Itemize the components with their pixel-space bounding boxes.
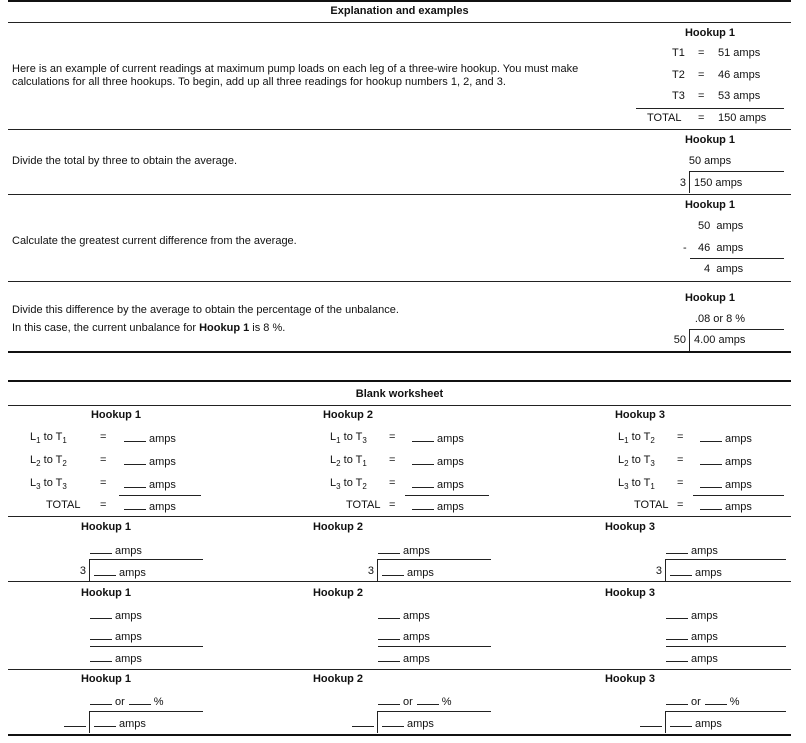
- hookup-1-pct-title: Hookup 1: [80, 673, 132, 685]
- explanation-header: Explanation and examples: [330, 5, 469, 17]
- hookup-3-sum-rule: [693, 495, 784, 496]
- answer-blank[interactable]: [90, 608, 112, 619]
- amps-unit: amps: [695, 718, 722, 730]
- hookup-2-leg-eq: =: [389, 454, 396, 466]
- hookup-3-leg-answer: amps: [700, 454, 752, 468]
- hookup-2-leg-eq: =: [389, 431, 396, 443]
- hookup-3-leg-eq: =: [677, 477, 684, 489]
- hookup-3-pct-dividend: [670, 716, 722, 730]
- amps-unit: amps: [403, 653, 430, 665]
- hookup-1-pct-dividend: [94, 716, 146, 730]
- step1-t3-eq: =: [698, 90, 705, 102]
- step3-line2: 46 amps: [698, 242, 744, 254]
- step2-dividend: 150 amps: [694, 177, 743, 189]
- hookup-1-sum-rule: [119, 495, 201, 496]
- hookup-1-leg-label: $L_2$ to $T_2$: [30, 454, 67, 468]
- hookup-2-avg-dividend: [382, 565, 434, 579]
- hookup-2-leg-answer: amps: [412, 431, 464, 445]
- step2-divisor: 3: [679, 177, 686, 189]
- answer-blank[interactable]: [666, 608, 688, 619]
- hookup-1-pct-bracket: [89, 711, 90, 733]
- answer-blank[interactable]: [124, 454, 146, 465]
- step4-text-line2: [12, 322, 285, 334]
- hookup-1-total-eq: =: [100, 499, 107, 511]
- hookup-2-diff-line2: [378, 629, 430, 643]
- hookup-2-avg-quotient: [378, 543, 430, 557]
- step1-t2-eq: =: [698, 69, 705, 81]
- hookup-3-total-answer: amps: [700, 499, 752, 513]
- hookup-3-leg-answer: amps: [700, 431, 752, 445]
- hookup-1-diff-rule: [90, 646, 203, 647]
- amps-unit: amps: [407, 718, 434, 730]
- amps-unit: amps: [115, 610, 142, 622]
- hookup-3-pct-quotient: [666, 694, 744, 708]
- amps-unit: amps: [403, 631, 430, 643]
- step1-total-value: 150 amps: [718, 112, 767, 124]
- step1-t2-label: T2: [672, 69, 685, 81]
- hookup-2-diff-result: [378, 651, 430, 665]
- step1-total-eq: =: [698, 112, 705, 124]
- answer-blank[interactable]: [378, 608, 400, 619]
- answer-blank[interactable]: [94, 565, 116, 576]
- hookup-1-leg-answer: amps: [124, 454, 176, 468]
- step4-text-pre: In this case, the current unbalance for: [12, 322, 200, 334]
- step2-quotient: 50 amps: [688, 155, 732, 167]
- amps-unit: amps: [115, 545, 142, 557]
- answer-blank[interactable]: [670, 716, 692, 727]
- hookup-1-total-label: TOTAL: [46, 499, 81, 511]
- hookup-3-pct-rule: [666, 711, 786, 712]
- pct-text: or: [691, 696, 701, 708]
- hookup-1-pct-rule: [90, 711, 203, 712]
- hookup-2-diff-title: Hookup 2: [312, 587, 364, 599]
- step4-text-line1: Divide this difference by the average to obtain the percentage of the unbalance.: [12, 304, 399, 316]
- amps-unit: amps: [691, 653, 718, 665]
- answer-blank[interactable]: [90, 651, 112, 662]
- hookup-1-avg-dividend: [94, 565, 146, 579]
- hookup-2-total-label: TOTAL: [346, 499, 381, 511]
- answer-blank[interactable]: [417, 694, 439, 705]
- hookup-3-diff-rule: [666, 646, 786, 647]
- hookup-2-diff-line1: [378, 608, 430, 622]
- hookup-3-sum-title: Hookup 3: [614, 409, 666, 421]
- hookup-2-pct-dividend: [382, 716, 434, 730]
- hookup-3-total-label: TOTAL: [634, 499, 669, 511]
- step1-text: Here is an example of current readings at maximum pump loads on each leg of a three-wire hookup. You must make calculations for all three hookups. To begin, add up all three readings for hookup numbers 1, 2, and 3.: [12, 63, 579, 88]
- hookup-2-leg-answer: amps: [412, 454, 464, 468]
- hookup-2-sum-title: Hookup 2: [322, 409, 374, 421]
- hookup-1-leg-answer: amps: [124, 431, 176, 445]
- hookup-1-leg-label: $L_1$ to $T_1$: [30, 431, 67, 445]
- amps-unit: amps: [691, 610, 718, 622]
- hookup-3-diff-line2: [666, 629, 718, 643]
- hookup-3-diff-result: [666, 651, 718, 665]
- hookup-2-leg-answer: amps: [412, 477, 464, 491]
- answer-blank[interactable]: [700, 477, 722, 488]
- hookup-1-leg-eq: =: [100, 431, 107, 443]
- step3-hookup-label: Hookup 1: [684, 199, 736, 211]
- answer-blank[interactable]: [90, 543, 112, 554]
- hookup-1-diff-result: [90, 651, 142, 665]
- hookup-3-leg-eq: =: [677, 431, 684, 443]
- pct-text: or: [115, 696, 125, 708]
- hookup-2-total-eq: =: [389, 499, 396, 511]
- answer-blank[interactable]: [90, 694, 112, 705]
- step1-hookup-label: Hookup 1: [684, 27, 736, 39]
- amps-unit: amps: [403, 610, 430, 622]
- hookup-2-sum-rule: [405, 495, 489, 496]
- hookup-1-avg-title: Hookup 1: [80, 521, 132, 533]
- amps-unit: amps: [691, 631, 718, 643]
- hookup-1-diff-line2: [90, 629, 142, 643]
- amps-unit: amps: [115, 631, 142, 643]
- step2-hookup-label: Hookup 1: [684, 134, 736, 146]
- pct-text: or: [403, 696, 413, 708]
- hookup-2-leg-label: $L_2$ to $T_1$: [330, 454, 367, 468]
- answer-blank[interactable]: [382, 716, 404, 727]
- answer-blank[interactable]: [378, 629, 400, 640]
- amps-unit: amps: [691, 545, 718, 557]
- answer-blank[interactable]: [382, 565, 404, 576]
- step4-text-bold: Hookup 1: [199, 322, 250, 334]
- step3-result: 4 amps: [704, 263, 744, 275]
- hookup-1-avg-divisor: 3: [79, 565, 86, 577]
- step4-quotient: .08 or 8 %: [694, 313, 746, 325]
- hookup-2-avg-bracket: [377, 559, 378, 581]
- hookup-1-pct-quotient: [90, 694, 168, 708]
- answer-blank[interactable]: [124, 477, 146, 488]
- answer-blank[interactable]: [129, 694, 151, 705]
- pct-text: %: [441, 696, 452, 708]
- answer-blank[interactable]: [700, 454, 722, 465]
- hookup-2-pct-quotient: [378, 694, 456, 708]
- step4-divisor: 50: [673, 334, 686, 346]
- amps-unit: amps: [695, 567, 722, 579]
- step4-hookup-label: Hookup 1: [684, 292, 736, 304]
- pct-text: %: [729, 696, 740, 708]
- step1-t3-label: T3: [672, 90, 685, 102]
- answer-blank[interactable]: [352, 716, 374, 727]
- step3-minus: -: [683, 242, 687, 254]
- answer-blank[interactable]: [412, 454, 434, 465]
- hookup-2-avg-title: Hookup 2: [312, 521, 364, 533]
- hookup-2-avg-rule: [378, 559, 491, 560]
- hookup-1-diff-title: Hookup 1: [80, 587, 132, 599]
- amps-unit: amps: [407, 567, 434, 579]
- hookup-2-pct-divisor: [352, 716, 377, 730]
- answer-blank[interactable]: [705, 694, 727, 705]
- hookup-1-leg-answer: amps: [124, 477, 176, 491]
- answer-blank[interactable]: [700, 499, 722, 510]
- hookup-1-avg-bracket: [89, 559, 90, 581]
- amps-unit: amps: [403, 545, 430, 557]
- worksheet-header: Blank worksheet: [355, 388, 444, 400]
- answer-blank[interactable]: [666, 629, 688, 640]
- hookup-3-diff-title: Hookup 3: [604, 587, 656, 599]
- answer-blank[interactable]: [666, 543, 688, 554]
- hookup-2-diff-rule: [378, 646, 491, 647]
- amps-unit: amps: [119, 567, 146, 579]
- answer-blank[interactable]: [124, 499, 146, 510]
- step3-line1: 50 amps: [698, 220, 744, 232]
- hookup-3-avg-bracket: [665, 559, 666, 581]
- hookup-3-leg-label: $L_2$ to $T_3$: [618, 454, 655, 468]
- hookup-2-leg-eq: =: [389, 477, 396, 489]
- hookup-3-total-eq: =: [677, 499, 684, 511]
- hookup-2-avg-divisor: 3: [367, 565, 374, 577]
- step1-total-label: TOTAL: [647, 112, 682, 124]
- answer-blank[interactable]: [666, 694, 688, 705]
- hookup-2-leg-label: $L_3$ to $T_2$: [330, 477, 367, 491]
- hookup-1-sum-title: Hookup 1: [90, 409, 142, 421]
- step4-text-post: is 8 %.: [249, 322, 286, 334]
- hookup-3-pct-divisor: [640, 716, 665, 730]
- hookup-3-avg-quotient: [666, 543, 718, 557]
- step1-t1-label: T1: [672, 47, 685, 59]
- answer-blank[interactable]: [378, 651, 400, 662]
- hookup-1-pct-divisor: [64, 716, 89, 730]
- hookup-3-diff-line1: [666, 608, 718, 622]
- step4-dividend: 4.00 amps: [694, 334, 746, 346]
- answer-blank[interactable]: [378, 543, 400, 554]
- answer-blank[interactable]: [124, 431, 146, 442]
- answer-blank[interactable]: [670, 565, 692, 576]
- answer-blank[interactable]: [412, 477, 434, 488]
- hookup-1-leg-label: $L_3$ to $T_3$: [30, 477, 67, 491]
- answer-blank[interactable]: [94, 716, 116, 727]
- amps-unit: amps: [119, 718, 146, 730]
- answer-blank[interactable]: [640, 716, 662, 727]
- hookup-3-pct-title: Hookup 3: [604, 673, 656, 685]
- hookup-1-diff-line1: [90, 608, 142, 622]
- hookup-3-leg-eq: =: [677, 454, 684, 466]
- hookup-2-pct-rule: [378, 711, 491, 712]
- pct-text: %: [153, 696, 164, 708]
- hookup-3-pct-bracket: [665, 711, 666, 733]
- hookup-3-avg-title: Hookup 3: [604, 521, 656, 533]
- step1-t1-value: 51 amps: [718, 47, 761, 59]
- hookup-2-leg-label: $L_1$ to $T_3$: [330, 431, 367, 445]
- hookup-1-total-answer: amps: [124, 499, 176, 513]
- hookup-3-avg-dividend: [670, 565, 722, 579]
- step2-text: Divide the total by three to obtain the average.: [12, 155, 238, 167]
- answer-blank[interactable]: [412, 431, 434, 442]
- step1-t1-eq: =: [698, 47, 705, 59]
- answer-blank[interactable]: [412, 499, 434, 510]
- step3-text: Calculate the greatest current difference from the average.: [12, 235, 297, 247]
- hookup-3-leg-answer: amps: [700, 477, 752, 491]
- answer-blank[interactable]: [64, 716, 86, 727]
- hookup-3-avg-rule: [666, 559, 786, 560]
- hookup-3-leg-label: $L_3$ to $T_1$: [618, 477, 655, 491]
- hookup-1-avg-quotient: [90, 543, 142, 557]
- answer-blank[interactable]: [90, 629, 112, 640]
- step1-t2-value: 46 amps: [718, 69, 761, 81]
- answer-blank[interactable]: [700, 431, 722, 442]
- answer-blank[interactable]: [666, 651, 688, 662]
- hookup-2-pct-bracket: [377, 711, 378, 733]
- hookup-3-avg-divisor: 3: [655, 565, 662, 577]
- answer-blank[interactable]: [378, 694, 400, 705]
- hookup-1-leg-eq: =: [100, 454, 107, 466]
- hookup-1-leg-eq: =: [100, 477, 107, 489]
- amps-unit: amps: [115, 653, 142, 665]
- hookup-2-total-answer: amps: [412, 499, 464, 513]
- hookup-2-pct-title: Hookup 2: [312, 673, 364, 685]
- step1-t3-value: 53 amps: [718, 90, 761, 102]
- hookup-1-avg-rule: [90, 559, 203, 560]
- hookup-3-leg-label: $L_1$ to $T_2$: [618, 431, 655, 445]
